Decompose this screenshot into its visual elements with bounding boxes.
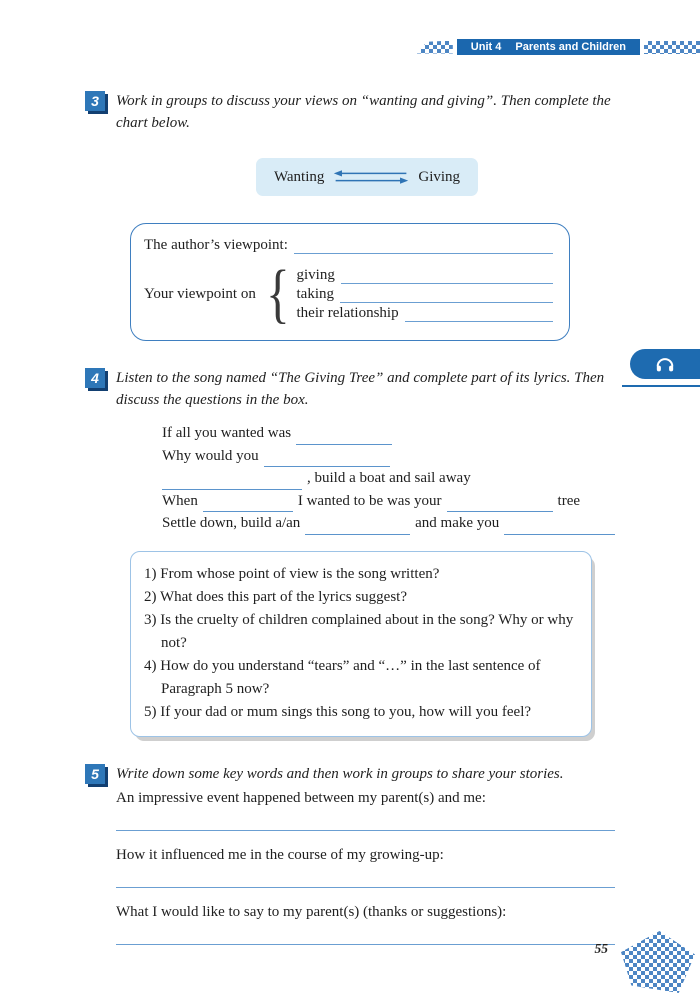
author-viewpoint-row <box>144 237 553 254</box>
lyric-blank <box>162 474 302 490</box>
exercise-5-badge: 5 <box>85 764 105 784</box>
prompt-block <box>116 787 615 831</box>
prompt-text: How it influenced me in the course of my growing-up: <box>116 846 444 863</box>
listening-tab <box>630 349 700 379</box>
lyric-text: , build a boat and sail away <box>307 470 471 486</box>
exercise-5-head <box>85 763 615 785</box>
unit-banner <box>457 39 640 55</box>
viewpoint-item-giving <box>297 267 553 284</box>
lyric-text: Settle down, build a/an <box>162 515 301 531</box>
prompt-text: An impressive event happened between my parent(s) and me: <box>116 789 486 806</box>
lyric-blank <box>264 451 390 467</box>
lyric-blank <box>203 496 293 512</box>
exercise-4-badge: 4 <box>85 368 105 388</box>
exercise-4-instruction: Listen to the song named “The Giving Tree” and complete part of its lyrics. Then discuss the questions in the box. <box>116 370 605 408</box>
lyric-text: and make you <box>415 515 500 531</box>
answer-line <box>116 923 615 945</box>
wanting-giving-chart <box>256 158 478 196</box>
viewpoint-items <box>297 267 553 322</box>
lyric-line <box>162 490 615 513</box>
lyric-line <box>162 512 615 535</box>
exercise-5-instruction: Write down some key words and then work in groups to share your stories. <box>116 765 564 782</box>
lyric-blank <box>447 496 553 512</box>
exercise-5-body <box>116 787 615 945</box>
page-number: 55 <box>594 941 608 956</box>
viewpoint-box <box>130 223 570 341</box>
viewpoint-item-taking <box>297 286 553 303</box>
footer-checker-decoration <box>621 931 695 993</box>
exercise-4 <box>85 367 615 737</box>
viewpoint-item-blank <box>405 305 553 322</box>
viewpoint-item-label: their relationship <box>296 304 399 321</box>
header-checker-decoration-left <box>417 41 453 54</box>
exercise-4-body <box>116 422 615 737</box>
listening-icon <box>655 355 675 373</box>
header-checker-decoration-right <box>644 41 700 54</box>
answer-line <box>116 866 615 888</box>
lyric-text: Why would you <box>162 447 259 464</box>
lyric-text: If all you wanted was <box>162 425 292 441</box>
answer-line <box>116 809 615 831</box>
exercise-3-head <box>85 90 615 134</box>
viewpoint-item-label: taking <box>296 285 335 302</box>
question-item: 4) How do you understand “tears” and “…” in the last sentence of Paragraph 5 now? <box>144 657 541 697</box>
page-content <box>85 90 615 971</box>
unit-title: Parents and Children <box>515 41 626 53</box>
song-lyrics <box>162 422 615 535</box>
exercise-3-instruction: Work in groups to discuss your views on “wanting and giving”. Then complete the chart below. <box>116 93 611 131</box>
double-arrow-icon <box>332 169 410 185</box>
lyric-line <box>162 467 615 490</box>
question-item: 2) What does this part of the lyrics suggest? <box>144 588 407 605</box>
prompt-block <box>116 901 615 945</box>
question-item: 5) If your dad or mum sings this song to you, how will you feel? <box>144 703 532 720</box>
viewpoint-item-relationship <box>297 305 553 322</box>
question-item: 3) Is the cruelty of children complained about in the song? Why or why not? <box>144 611 574 651</box>
author-viewpoint-label: The author’s viewpoint: <box>144 237 288 253</box>
lyric-blank <box>305 519 410 535</box>
chart-left-label: Wanting <box>273 168 325 185</box>
lyric-line <box>162 422 615 445</box>
discussion-questions-box <box>130 551 592 737</box>
viewpoint-item-blank <box>341 267 553 284</box>
exercise-3-badge: 3 <box>85 91 105 111</box>
page-header <box>417 39 700 55</box>
viewpoint-item-label: giving <box>296 266 335 283</box>
prompt-text: What I would like to say to my parent(s) (thanks or suggestions): <box>116 903 507 920</box>
prompt-block <box>116 844 615 888</box>
question-item: 1) From whose point of view is the song written? <box>144 565 440 582</box>
brace-glyph: { <box>265 257 290 330</box>
lyric-text: When <box>162 492 198 509</box>
viewpoint-item-blank <box>340 286 553 303</box>
unit-label: Unit 4 <box>470 41 502 53</box>
lyric-line <box>162 445 615 468</box>
chart-right-label: Giving <box>418 168 461 185</box>
exercise-5 <box>85 763 615 945</box>
author-viewpoint-blank <box>294 237 553 254</box>
lyric-text: I wanted to be was your <box>297 492 442 509</box>
lyric-text: tree <box>557 492 581 509</box>
your-viewpoint-row <box>144 257 553 330</box>
listening-tab-underline <box>622 385 700 387</box>
exercise-3-body <box>116 158 615 341</box>
lyric-blank <box>296 429 392 445</box>
exercise-3 <box>85 90 615 341</box>
lyric-blank <box>504 519 615 535</box>
exercise-4-head <box>85 367 615 411</box>
your-viewpoint-label: Your viewpoint on <box>144 285 256 302</box>
